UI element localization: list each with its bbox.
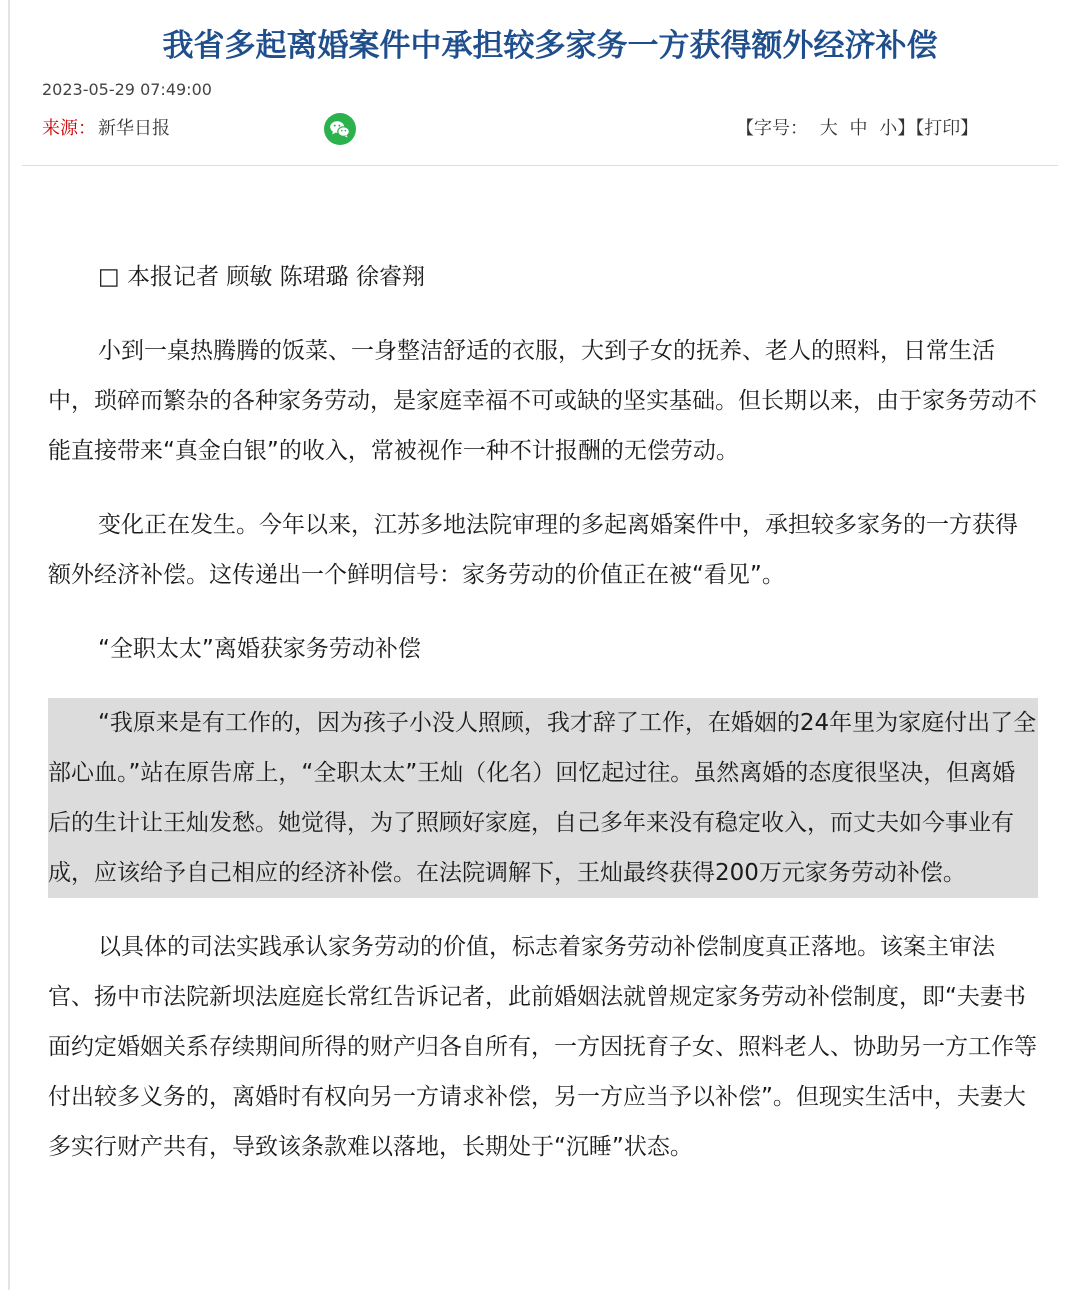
font-size-controls (736, 117, 978, 141)
article-paragraph: 小到一桌热腾腾的饭菜、一身整洁舒适的衣服，大到子女的抚养、老人的照料，日常生活中，琐碎而繁杂的各种家务劳动，是家庭幸福不可或缺的坚实基础。但长期以来，由于家务劳动不能直接带来“真金白银”的收入，常被视作一种不计报酬的无偿劳动。 (48, 338, 1037, 464)
publish-datetime: 2023-05-29 07:49:00 (42, 80, 212, 99)
article-body (48, 252, 1038, 1196)
source-name: 新华日报 (98, 118, 170, 139)
font-size-large-link[interactable]: 大 (819, 118, 838, 139)
font-size-label-close: 】 (897, 118, 916, 139)
source-label: 来源： (42, 118, 96, 139)
font-size-small-link[interactable]: 小 (879, 118, 898, 139)
left-border-rule (8, 0, 10, 1290)
header-divider (22, 165, 1058, 166)
article-title: 我省多起离婚案件中承担较多家务一方获得额外经济补偿 (162, 28, 938, 64)
article-paragraph: 变化正在发生。今年以来，江苏多地法院审理的多起离婚案件中，承担较多家务的一方获得额外经济补偿。这传递出一个鲜明信号：家务劳动的价值正在被“看见”。 (48, 512, 1018, 588)
print-link[interactable]: 【打印】 (915, 118, 979, 139)
highlighted-paragraph: “我原来是有工作的，因为孩子小没人照顾，我才辞了工作，在婚姻的24年里为家庭付出了全部心血。”站在原告席上，“全职太太”王灿（化名）回忆起过往。虽然离婚的态度很坚决，但离婚后的生计让王灿发愁。她觉得，为了照顾好家庭，自己多年来没有稳定收入，而丈夫如今事业有成，应该给予自己相应的经济补偿。在法院调解下，王灿最终获得200万元家务劳动补偿。 (48, 698, 1038, 898)
font-size-medium-link[interactable]: 中 (849, 118, 868, 139)
wechat-share-icon[interactable] (324, 113, 356, 145)
article-meta-row (42, 113, 1057, 145)
section-heading: “全职太太”离婚获家务劳动补偿 (98, 636, 421, 662)
article-paragraph: 以具体的司法实践承认家务劳动的价值，标志着家务劳动补偿制度真正落地。该案主审法官、扬中市法院新坝法庭庭长常红告诉记者，此前婚姻法就曾规定家务劳动补偿制度，即“夫妻书面约定婚姻关系存续期间所得的财产归各自所有，一方因抚育子女、照料老人、协助另一方工作等付出较多义务的，离婚时有权向另一方请求补偿，另一方应当予以补偿”。但现实生活中，夫妻大多实行财产共有，导致该条款难以落地，长期处于“沉睡”状态。 (48, 934, 1037, 1160)
reporter-byline: □ 本报记者 顾敏 陈珺璐 徐睿翔 (98, 264, 425, 290)
font-size-label: 【字号： (736, 118, 808, 139)
